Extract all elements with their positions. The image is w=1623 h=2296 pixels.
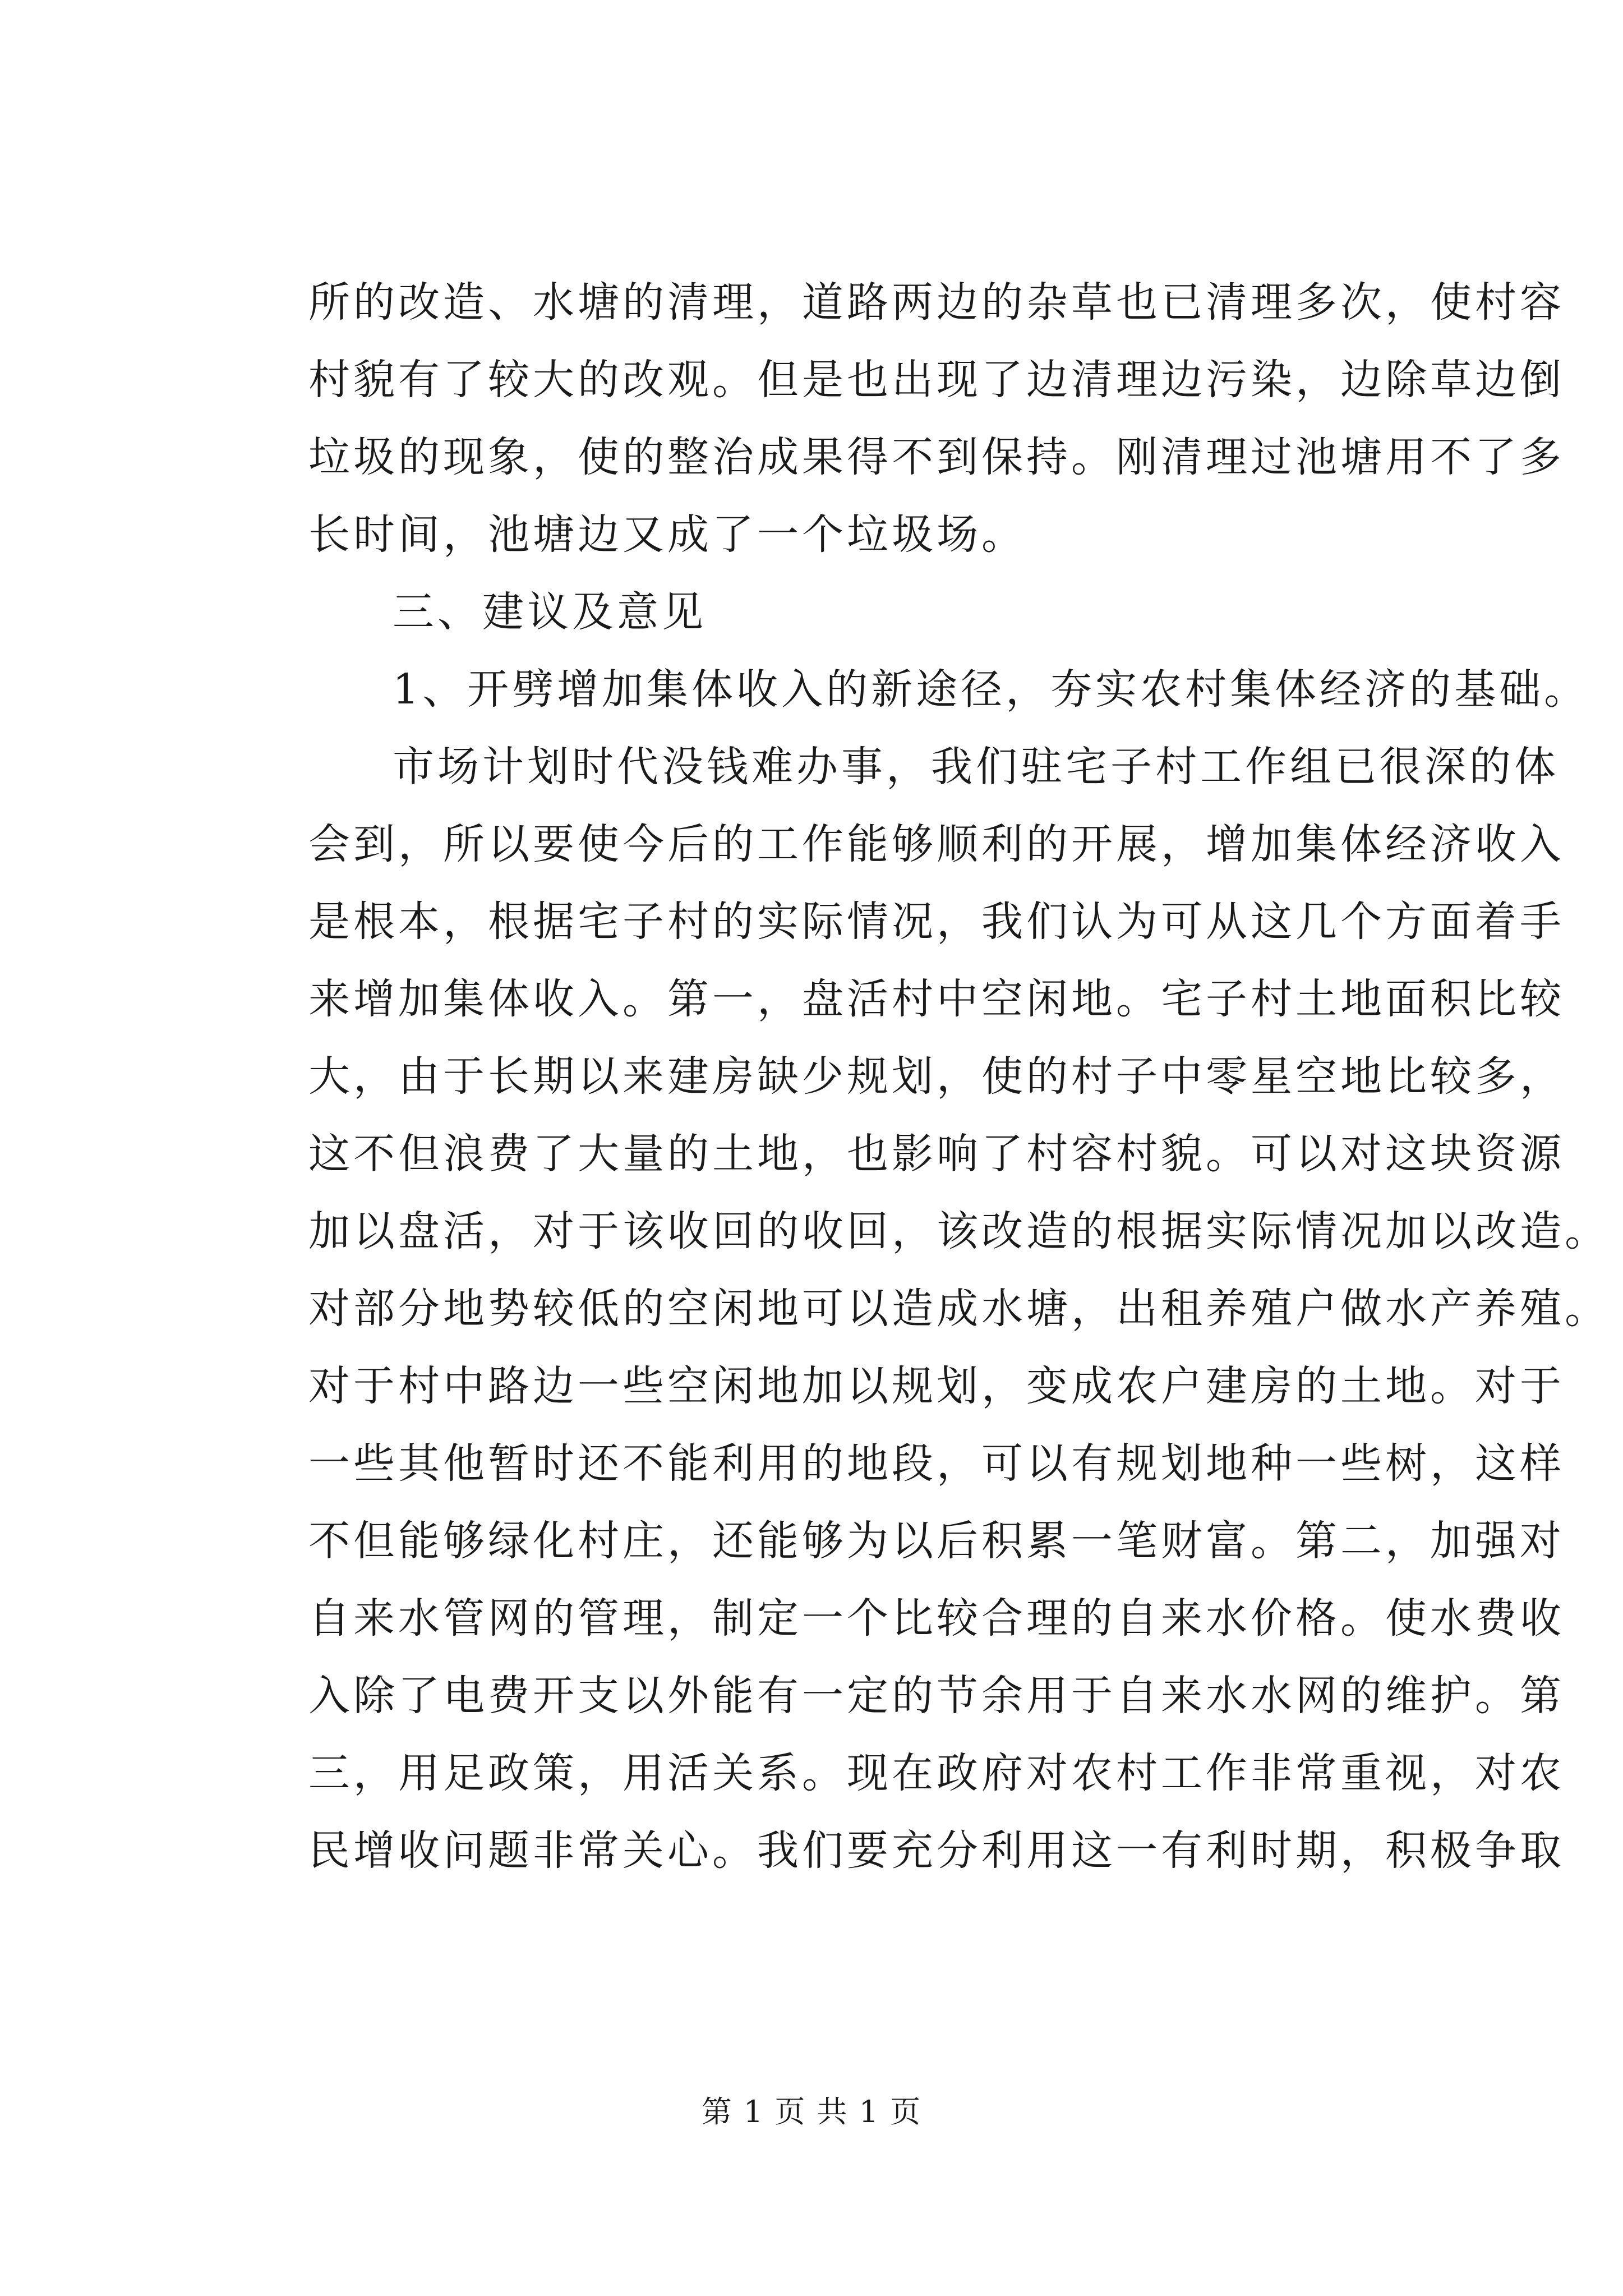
body-line: 垃圾的现象，使的整治成果得不到保持。刚清理过池塘用不了多 — [308, 433, 1565, 481]
body-line: 民增收问题非常关心。我们要充分利用这一有利时期，积极争取 — [308, 1826, 1565, 1875]
body-line: 村貌有了较大的改观。但是也出现了边清理边污染，边除草边倒 — [308, 356, 1565, 404]
body-line: 一些其他暂时还不能利用的地段，可以有规划地种一些树，这样 — [308, 1439, 1565, 1488]
body-line: 三，用足政策，用活关系。现在政府对农村工作非常重视，对农 — [308, 1749, 1565, 1797]
body-line: 会到，所以要使今后的工作能够顺利的开展，增加集体经济收入 — [308, 820, 1565, 868]
body-line: 加以盘活，对于该收回的收回，该改造的根据实际情况加以改造。 — [308, 1207, 1610, 1255]
document-body — [308, 264, 1610, 1889]
body-line: 对于村中路边一些空闲地加以规划，变成农户建房的土地。对于 — [308, 1362, 1565, 1410]
body-line: 入除了电费开支以外能有一定的节余用于自来水水网的维护。第 — [308, 1672, 1565, 1720]
section-heading: 三、建议及意见 — [393, 588, 707, 636]
body-line: 来增加集体收入。第一，盘活村中空闲地。宅子村土地面积比较 — [308, 975, 1565, 1023]
body-line: 这不但浪费了大量的土地，也影响了村容村貌。可以对这块资源 — [308, 1130, 1565, 1178]
page-number: 第 1 页 共 1 页 — [701, 2094, 922, 2129]
body-line: 长时间，池塘边又成了一个垃圾场。 — [308, 510, 1026, 559]
body-line: 市场计划时代没钱难办事，我们驻宅子村工作组已很深的体 — [393, 743, 1559, 791]
body-line: 所的改造、水塘的清理，道路两边的杂草也已清理多次，使村容 — [308, 278, 1565, 326]
subsection-heading: 1、开劈增加集体收入的新途径，夯实农村集体经济的基础。 — [393, 665, 1589, 714]
body-line: 大，由于长期以来建房缺少规划，使的村子中零星空地比较多， — [308, 1052, 1565, 1101]
body-line: 自来水管网的管理，制定一个比较合理的自来水价格。使水费收 — [308, 1594, 1565, 1642]
body-line: 对部分地势较低的空闲地可以造成水塘，出租养殖户做水产养殖。 — [308, 1285, 1610, 1333]
body-line: 是根本，根据宅子村的实际情况，我们认为可从这几个方面着手 — [308, 898, 1565, 946]
body-line: 不但能够绿化村庄，还能够为以后积累一笔财富。第二，加强对 — [308, 1517, 1565, 1565]
